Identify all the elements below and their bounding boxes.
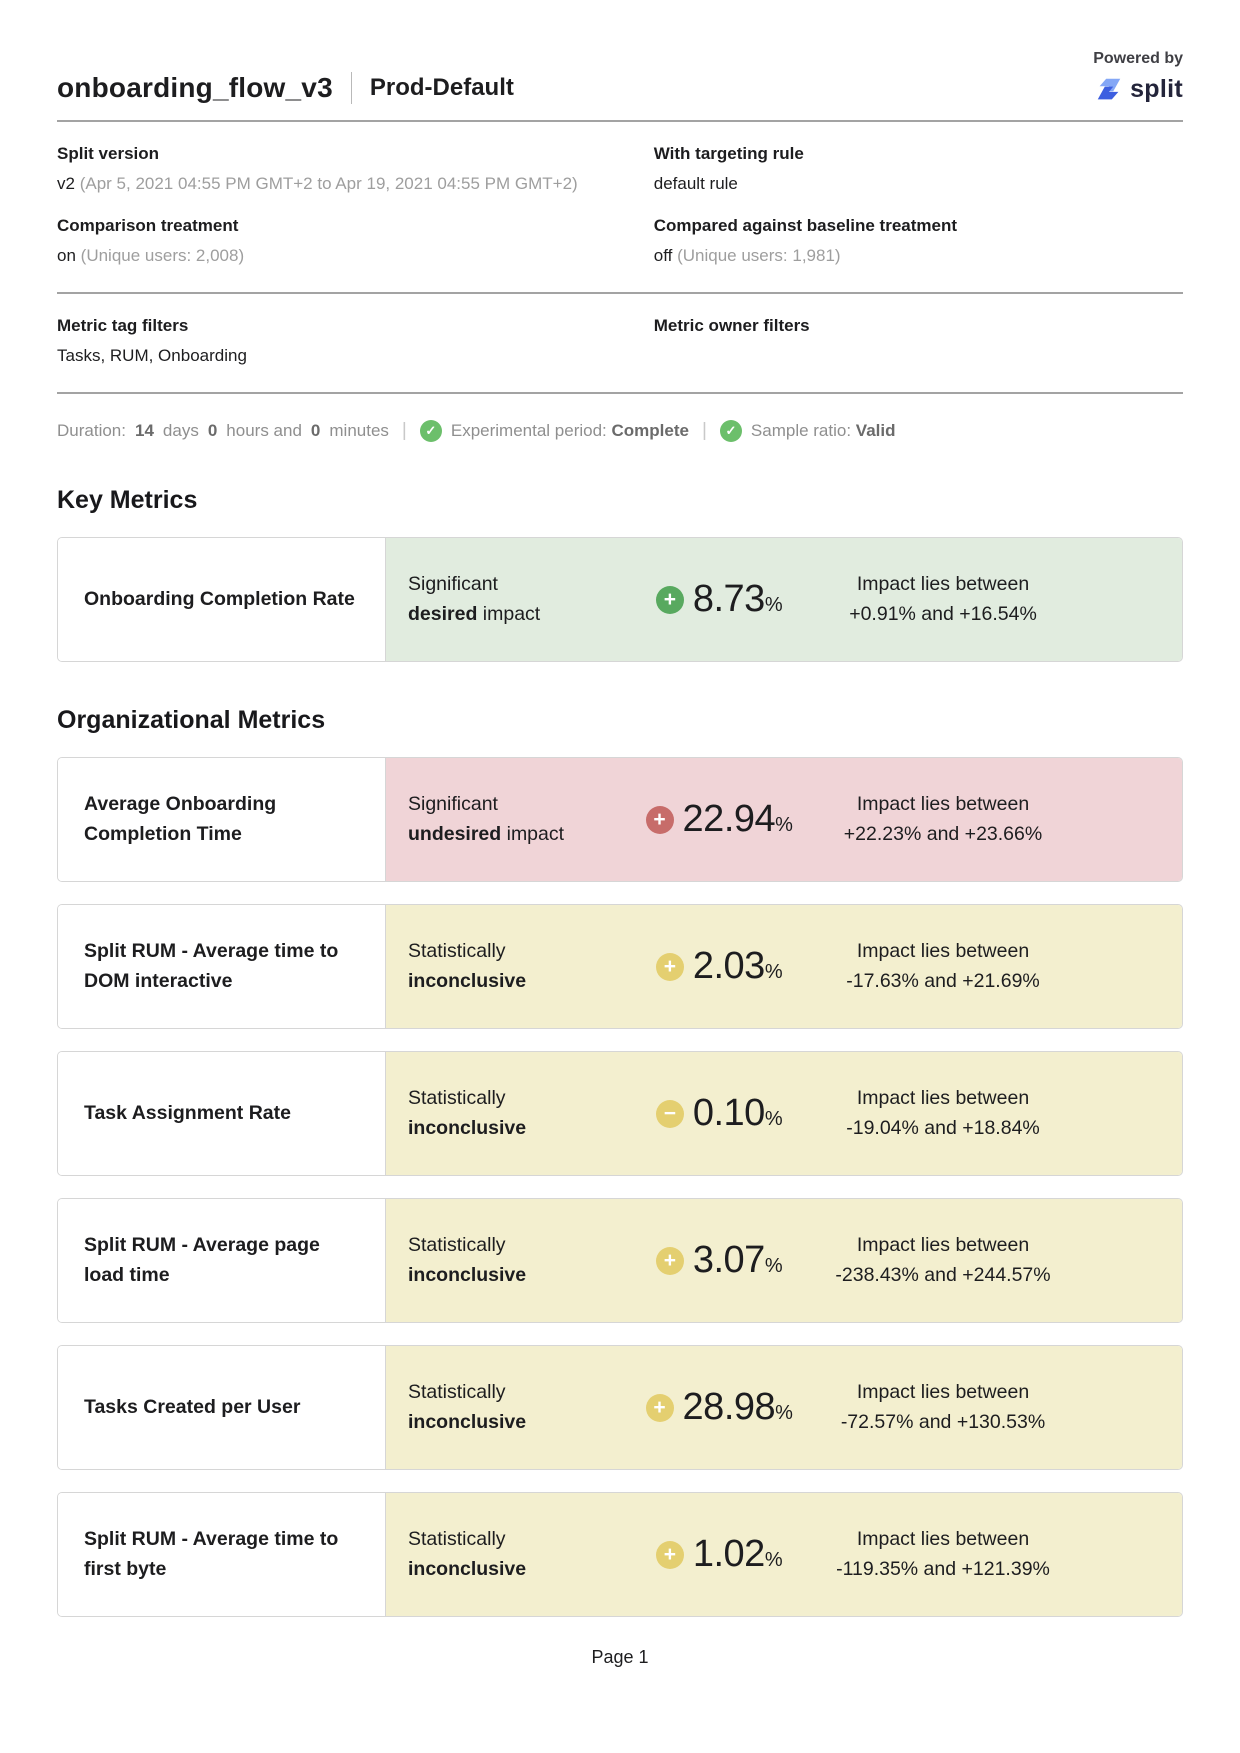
impact-range-line1: Impact lies between [856,940,1030,963]
impact-unit: % [764,1108,783,1130]
impact-range [812,570,1074,629]
plus-icon: + [656,953,684,981]
impact-number: 22.94 [682,798,776,840]
significance-status [386,1231,626,1290]
filters-grid [57,294,1183,366]
impact-range-line2: -119.35% and +121.39% [836,1557,1050,1580]
metric-card-rum-time-to-first-byte [57,1492,1183,1617]
plus-icon: + [656,586,684,614]
status-line1: Significant [408,573,498,596]
minus-icon: − [656,1100,684,1128]
page-title: onboarding_flow_v3 [57,72,333,103]
duration-label: Duration: [57,421,126,440]
status-keyword: inconclusive [408,969,527,992]
split-version-label: Split version [57,144,160,163]
impact-value-group [626,1239,812,1282]
plus-icon: + [656,1247,684,1275]
metric-card-onboarding-completion-rate [57,537,1183,662]
impact-range-line2: -17.63% and +21.69% [846,969,1040,992]
environment-name: Prod-Default [369,74,514,101]
impact-range-line1: Impact lies between [856,573,1030,596]
impact-value-group [626,578,812,621]
duration-segment [57,421,389,441]
status-rest: impact [501,822,565,845]
status-keyword: inconclusive [408,1557,527,1580]
significance-status [386,790,626,849]
plus-icon: + [646,1394,674,1422]
status-line1: Statistically [408,1087,506,1110]
meta-grid [57,122,1183,266]
sample-ratio-segment [720,420,896,442]
comparison-treatment-note: (Unique users: 2,008) [80,246,245,265]
experimental-period-text [451,421,689,441]
impact-range-line1: Impact lies between [856,1087,1030,1110]
metric-card-rum-page-load-time [57,1198,1183,1323]
targeting-rule-main: default rule [653,174,738,193]
impact-number: 28.98 [682,1386,776,1428]
duration-hours-value: 0 [207,421,218,440]
status-keyword: inconclusive [408,1263,527,1286]
impact-percentage [693,945,782,988]
impact-unit: % [764,961,783,983]
significance-status [386,937,626,996]
impact-unit: % [764,1255,783,1277]
check-icon: ✓ [420,420,442,442]
plus-icon: + [656,1541,684,1569]
duration-minutes-unit: minutes [329,421,389,440]
experiment-status-bar [57,420,1183,442]
impact-range-line1: Impact lies between [856,1234,1030,1257]
meta-field-comparison-treatment [57,216,654,266]
impact-value-group [626,798,812,841]
experimental-period-value: Complete [611,421,689,440]
metric-name: Split RUM - Average page load time [58,1199,386,1322]
targeting-rule-label: With targeting rule [653,144,804,163]
impact-range-line2: -72.57% and +130.53% [840,1410,1046,1433]
status-rest: impact [477,602,541,625]
brand-group [1093,50,1183,104]
split-version-main: v2 [57,174,75,193]
impact-percentage [693,1239,782,1282]
status-keyword: inconclusive [408,1116,527,1139]
page-number: Page 1 [591,1647,649,1667]
impact-range [812,1231,1074,1290]
impact-range [812,1525,1074,1584]
sample-ratio-text [751,421,896,441]
duration-days-unit: days [162,421,199,440]
impact-range-line1: Impact lies between [856,1528,1030,1551]
sample-ratio-value: Valid [855,421,896,440]
status-line1: Statistically [408,1528,506,1551]
split-version-note: (Apr 5, 2021 04:55 PM GMT+2 to Apr 19, 2021 04:55 PM GMT+2) [79,174,578,193]
significance-status [386,570,626,629]
baseline-treatment-main: off [653,246,673,265]
impact-unit: % [764,1549,783,1571]
impact-number: 2.03 [692,945,765,987]
impact-percentage [693,1533,782,1576]
brand-row [1094,74,1183,104]
brand-name: split [1130,74,1183,103]
impact-value-group [626,1092,812,1135]
metric-result-panel [386,538,1182,661]
impact-percentage [693,1092,782,1135]
metric-tag-filters-label: Metric tag filters [57,316,189,335]
impact-number: 3.07 [692,1239,765,1281]
separator-pipe: | [701,420,707,441]
baseline-treatment-note: (Unique users: 1,981) [677,246,841,265]
metric-name: Split RUM - Average time to first byte [58,1493,386,1616]
metric-result-panel [386,1052,1182,1175]
status-line1: Significant [408,793,498,816]
impact-range-line2: +22.23% and +23.66% [843,822,1043,845]
duration-minutes-value: 0 [310,421,321,440]
title-group [57,72,514,104]
significance-status [386,1084,626,1143]
plus-icon: + [646,806,674,834]
metric-card-task-assignment-rate [57,1051,1183,1176]
impact-range [812,1378,1074,1437]
comparison-treatment-value [57,246,654,266]
metric-card-tasks-created-per-user [57,1345,1183,1470]
separator-pipe: | [401,420,407,441]
impact-number: 8.73 [692,578,765,620]
meta-field-metric-tag-filters [57,316,654,366]
metric-result-panel [386,1493,1182,1616]
filters-divider-line [57,392,1183,394]
metric-name: Average Onboarding Completion Time [58,758,386,881]
duration-days-value: 14 [134,421,154,440]
impact-percentage [683,1386,793,1429]
impact-value-group [626,1386,812,1429]
impact-number: 1.02 [692,1533,765,1575]
impact-unit: % [764,594,783,616]
impact-range [812,937,1074,996]
impact-range-line2: -19.04% and +18.84% [846,1116,1040,1139]
comparison-treatment-label: Comparison treatment [57,216,239,235]
impact-value-group [626,945,812,988]
metric-owner-filters-value [654,346,1183,366]
status-line1: Statistically [408,1234,506,1257]
impact-range [812,790,1074,849]
impact-range-line1: Impact lies between [856,793,1030,816]
metric-result-panel [386,1199,1182,1322]
impact-number: 0.10 [692,1092,765,1134]
metric-card-avg-onboarding-completion-time [57,757,1183,882]
metric-owner-filters-label: Metric owner filters [653,316,810,335]
comparison-treatment-main: on [57,246,76,265]
metric-name: Task Assignment Rate [58,1052,386,1175]
organizational-metrics-heading: Organizational Metrics [57,706,326,734]
impact-range [812,1084,1074,1143]
status-keyword: undesired [408,822,502,845]
significance-status [386,1525,626,1584]
impact-percentage [683,798,793,841]
metric-result-panel [386,758,1182,881]
powered-by-label: Powered by [1093,50,1183,67]
metric-result-panel [386,1346,1182,1469]
meta-field-metric-owner-filters [654,316,1183,366]
baseline-treatment-value [654,246,1183,266]
metric-tag-filters-value: Tasks, RUM, Onboarding [57,346,247,365]
impact-range-line2: +0.91% and +16.54% [849,602,1037,625]
meta-field-baseline-treatment [654,216,1183,266]
status-keyword: desired [408,602,478,625]
title-divider [351,72,352,104]
impact-unit: % [775,1402,793,1424]
metric-name: Tasks Created per User [58,1346,386,1469]
impact-percентage [693,578,782,621]
split-version-value [57,174,654,194]
meta-field-split-version [57,144,654,194]
report-header [57,50,1183,104]
sample-ratio-label: Sample ratio: [750,421,856,440]
metric-card-rum-dom-interactive [57,904,1183,1029]
check-icon: ✓ [720,420,742,442]
split-logo-icon [1094,74,1124,104]
status-line1: Statistically [408,940,506,963]
impact-value-group [626,1533,812,1576]
targeting-rule-value [654,174,1183,194]
significance-status [386,1378,626,1437]
status-line1: Statistically [408,1381,506,1404]
meta-field-targeting-rule [654,144,1183,194]
impact-range-line2: -238.43% and +244.57% [835,1263,1051,1286]
metric-name: Split RUM - Average time to DOM interactive [58,905,386,1028]
impact-unit: % [775,814,793,836]
metric-result-panel [386,905,1182,1028]
impact-range-line1: Impact lies between [856,1381,1030,1404]
key-metrics-heading: Key Metrics [57,486,198,514]
baseline-treatment-label: Compared against baseline treatment [653,216,958,235]
metric-name: Onboarding Completion Rate [58,538,386,661]
duration-hours-unit: hours and [226,421,302,440]
experimental-period-segment [420,420,689,442]
status-keyword: inconclusive [408,1410,527,1433]
experimental-period-label: Experimental period: [450,421,612,440]
